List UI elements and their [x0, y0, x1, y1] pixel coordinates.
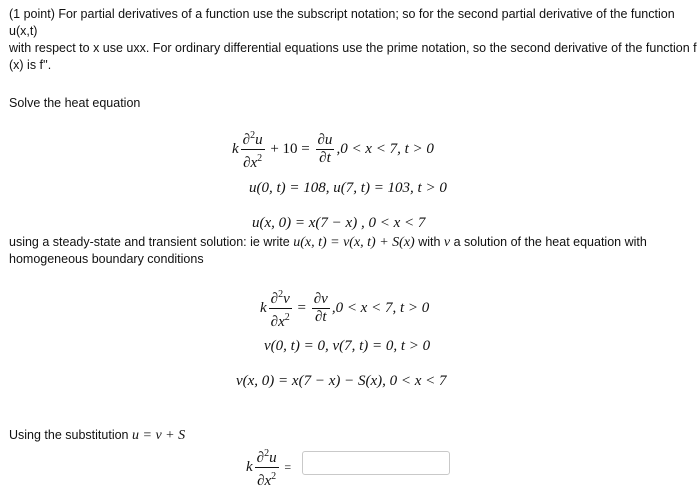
boundary-conditions-u: u(0, t) = 108, u(7, t) = 103, t > 0	[249, 180, 447, 196]
initial-condition-v: v(x, 0) = x(7 − x) − S(x), 0 < x < 7	[236, 373, 447, 389]
du-dt-fraction: $\frac{\partial u}{\partial t}$	[317, 132, 333, 166]
transient-pde: k $\frac{\partial^2v}{\partial x^2}$ = $\frac{\partial v}{\partial t}$ ,0 < x < 7, t > 0	[260, 286, 429, 331]
instructions	[9, 6, 699, 74]
steady-text-line-2: homogeneous boundary conditions	[9, 252, 204, 266]
instructions-line-2: with respect to x use uxx. For ordinary differential equations use the prime notation, so the second derivative of the function f	[9, 41, 697, 55]
answer-d2u-dx2-fraction: $\frac{\partial^2u}{\partial x^2}$	[255, 445, 279, 490]
d2v-dx2-fraction: $\frac{\partial^2v}{\partial x^2}$	[269, 286, 292, 331]
substitution-label: Using the substitution	[9, 428, 129, 442]
v-pde-domain: ,0 < x < 7, t > 0	[331, 299, 430, 316]
steady-text-c: a solution of the heat equation with	[453, 235, 647, 249]
answer-equals: =	[284, 459, 292, 474]
d2u-dx2-fraction: $\frac{\partial^2u}{\partial x^2}$	[241, 127, 265, 172]
decomposition-formula: u(x, t) = v(x, t) + S(x)	[293, 235, 415, 250]
steady-text-b: with	[418, 235, 441, 249]
heat-pde-domain: ,0 < x < 7, t > 0	[336, 140, 434, 157]
heat-pde-source-term: + 10 =	[270, 140, 310, 157]
instructions-line-3: (x) is f''.	[9, 58, 52, 72]
solve-label: Solve the heat equation	[9, 96, 141, 110]
boundary-conditions-v: v(0, t) = 0, v(7, t) = 0, t > 0	[264, 338, 431, 354]
heat-pde: k $\frac{\partial^2u}{\partial x^2}$ + 10 = $\frac{\partial u}{\partial t}$ ,0 < x < 7, t > 0	[232, 127, 434, 172]
instructions-line-1: (1 point) For partial derivatives of a function use the subscript notation; so for the second partial derivative of the function u(x,t)	[9, 7, 675, 38]
substitution-text	[9, 427, 185, 444]
initial-condition-u: u(x, 0) = x(7 − x) , 0 < x < 7	[252, 215, 426, 231]
answer-expression: k $\frac{\partial^2u}{\partial x^2}$ =	[246, 445, 291, 490]
dv-dt-fraction: $\frac{\partial v}{\partial t}$	[313, 291, 328, 325]
steady-state-text	[9, 234, 699, 268]
substitution-formula: u = v + S	[132, 428, 186, 443]
steady-text-a: using a steady-state and transient solution: ie write	[9, 235, 290, 249]
v-symbol: v	[443, 235, 451, 250]
answer-input[interactable]	[302, 451, 450, 475]
